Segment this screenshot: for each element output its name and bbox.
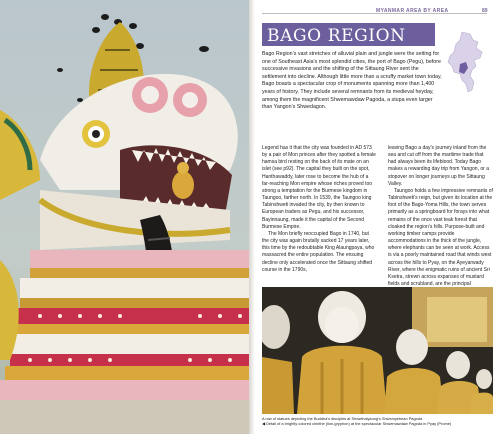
buddha-disciples-statues-photo	[262, 287, 493, 414]
chinthe-statue-photo	[0, 0, 249, 434]
chinthe-illustration	[0, 0, 249, 434]
body-paragraph: The Mon briefly reoccupied Bago in 1740, but the city was again brutally sacked 17 years later, this time by the redoubtable King Alaungpaya, who massacred the entire population. The ensuing decline only accelerated once the Sittaung shifted course in the 1790s,	[262, 230, 375, 273]
locator-map-icon	[440, 30, 492, 94]
caption-right-photo: A row of statues depicting the Buddha’s disciples at Shwethalyaung’s Shwemyetman Pagoda	[262, 416, 423, 421]
page-gutter	[249, 0, 255, 434]
caption-left-photo: ◀ Detail of a brightly colored chinthe (lion-gryphon) at the spectacular Shwemawdaw Pagoda in Pyay (Prome)	[262, 421, 452, 427]
body-paragraph: Legend has it that the city was founded in AD 573 by a pair of Mon princes after they spotted a female hamsa bird resting on the back of its mate on an islet (see p92). The capital they built on the spot, Hanthawaddy, later rose to become the hub of a far-reaching Mon empire whose riches proved too strong a temptation for the Burmese kingdom in Taungoo, farther north. In 1539, the Taungoo king Tabinshweti invaded the city, by then known to European traders as Pegu, and his successor, Bayinnaung, made it the capital of the Second Burmese Empire.	[262, 145, 376, 230]
photo-captions	[262, 416, 494, 426]
page-title: BAGO REGION	[267, 26, 406, 46]
body-paragraph: leaving Bago a day’s journey inland from the sea and cut off from the maritime trade that had always been its lifeblood. Today Bago makes a rewarding day trip from Yangon, or a stopover on longer journeys up the Sittaung Valley.	[388, 145, 489, 187]
header-rule	[262, 13, 487, 14]
intro-paragraph: Bago Region’s vast stretches of alluvial plain and jungle were the setting for one of Southeast Asia’s most splendid cities, the port of Bago (Pegu), before successive invasions and the shifting of the Sittaung River sent the settlement into decline. Although little more than a scruffy market town today, Bago boasts a spectacular crop of monuments spanning more than 1,400 years of history. They include several remnants from its medieval heyday, among them the magnificent Shwemawdaw Pagoda, a stupa even larger than Yangon’s Shwedagon.	[262, 51, 442, 111]
body-column-left	[262, 145, 376, 274]
body-column-right	[388, 145, 493, 295]
statues-illustration	[262, 287, 493, 414]
running-head: MYANMAR AREA BY AREA	[376, 8, 449, 14]
body-paragraph: Taungoo holds a few impressive remnants of Tabinshweti’s reign, but given its location at the foot of the Bago-Yoma Hills, the town serves primarily as a springboard for forays into what remains of the once vast teak forest that cloaked the region’s hills. Purpose-built and working timber camps provide accommodations in the thick of the jungle, where elephants can be seen at work. Access is via a poorly maintained road that winds west across the hills to Pyay, on the Ayeyarwady River, where the enigmatic ruins of ancient Sri Ksetra, strewn across expanses of mustard fields and scrubland, are the principal	[388, 187, 493, 287]
page-number: 89	[482, 8, 488, 14]
